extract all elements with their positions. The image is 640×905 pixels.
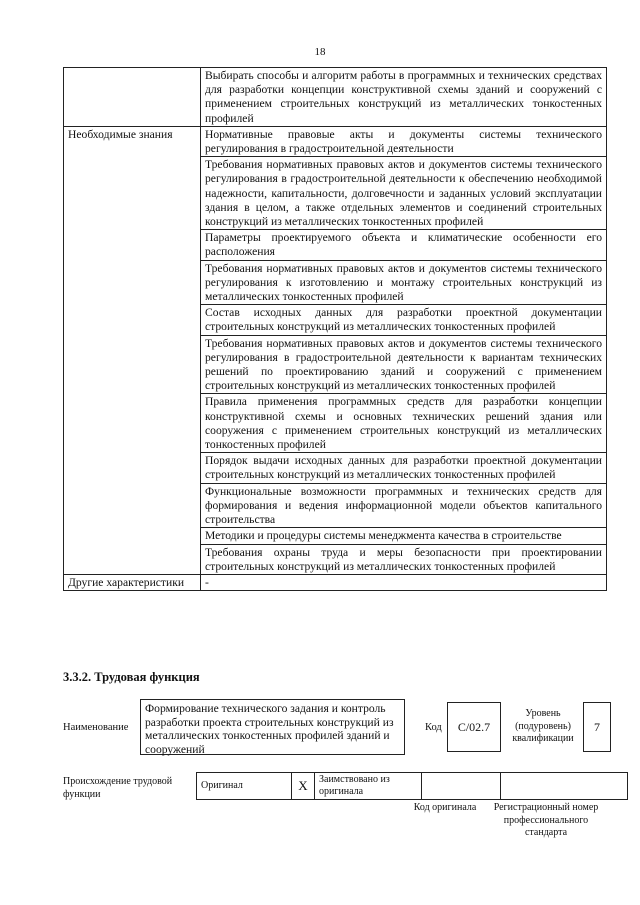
skills-table-body	[64, 68, 607, 591]
page-number: 18	[314, 46, 326, 58]
skills-table	[63, 67, 607, 591]
row-text: Требования нормативных правовых актов и документов системы технического регулирования в градостроительной деятельности к обеспечению необходимой надежности, капитальности, долговечности и заданных условий эксплуатации здания в целом, а также отдельных элементов и соединений строительных конструкций из металлических тонкостенных профилей	[201, 157, 607, 230]
qualification-level-label: Уровень (подуровень) квалификации	[512, 708, 574, 744]
row-text: Правила применения программных средств для разработки концепции конструктивной схемы и основных технических решений здания или сооружения с применением строительных конструкций из металлических тонкостенных профилей	[201, 394, 607, 453]
origin-table	[196, 772, 628, 800]
row-label	[64, 68, 201, 127]
function-name-field: Формирование технического задания и контроль разработки проекта строительных конструкций из металлических тонкостенных профилей зданий и сооружений	[140, 699, 405, 755]
row-text: Нормативные правовые акты и документы системы технического регулирования в градостроительной деятельности	[201, 126, 607, 156]
section-title: 3.3.2. Трудовая функция	[63, 670, 200, 684]
row-text: Выбирать способы и алгоритм работы в программных и технических средствах для разработки концепции конструктивной схемы зданий и сооружений с применением строительных конструкций из металлических тонкостенных профилей	[201, 68, 607, 127]
name-label: Наименование	[63, 722, 129, 733]
row-text: Функциональные возможности программных и технических средств для формирования и ведения информационной модели объектов капитального строительства	[201, 483, 607, 528]
row-text: Состав исходных данных для разработки проектной документации строительных конструкций из металлических тонкостенных профилей	[201, 305, 607, 335]
code-label: Код	[425, 722, 442, 733]
qualification-level-field: 7	[583, 702, 611, 752]
registration-number-cell	[501, 773, 628, 800]
function-code-field: C/02.7	[447, 702, 501, 752]
table-row	[64, 68, 607, 127]
row-text: Требования охраны труда и меры безопасности при проектировании строительных конструкций из металлических тонкостенных профилей	[201, 544, 607, 574]
row-text: Требования нормативных правовых актов и документов системы технического регулирования к изготовлению и монтажу строительных конструкций из металлических тонкостенных профилей	[201, 260, 607, 305]
origin-label: Происхождение трудовой функции	[63, 776, 173, 800]
original-mark: X	[292, 773, 315, 800]
row-text: -	[201, 574, 607, 590]
row-label: Другие характеристики	[64, 574, 201, 590]
row-text: Методики и процедуры системы менеджмента качества в строительстве	[201, 528, 607, 544]
table-row	[64, 126, 607, 156]
row-label: Необходимые знания	[64, 126, 201, 574]
borrowed-label: Заимствовано из оригинала	[315, 773, 422, 800]
registration-number-caption: Регистрационный номер профессионального стандарта	[493, 802, 599, 838]
original-code-cell	[422, 773, 501, 800]
original-code-caption: Код оригинала	[413, 802, 477, 813]
row-text: Порядок выдачи исходных данных для разработки проектной документации строительных конструкций из металлических тонкостенных профилей	[201, 453, 607, 483]
table-row	[64, 574, 607, 590]
row-text: Параметры проектируемого объекта и климатические особенности его расположения	[201, 230, 607, 260]
original-label: Оригинал	[197, 773, 292, 800]
row-text: Требования нормативных правовых актов и документов системы технического регулирования в градостроительной деятельности к вариантам технических решений по проектированию зданий и сооружений с применением строительных конструкций из металлических тонкостенных профилей	[201, 335, 607, 394]
